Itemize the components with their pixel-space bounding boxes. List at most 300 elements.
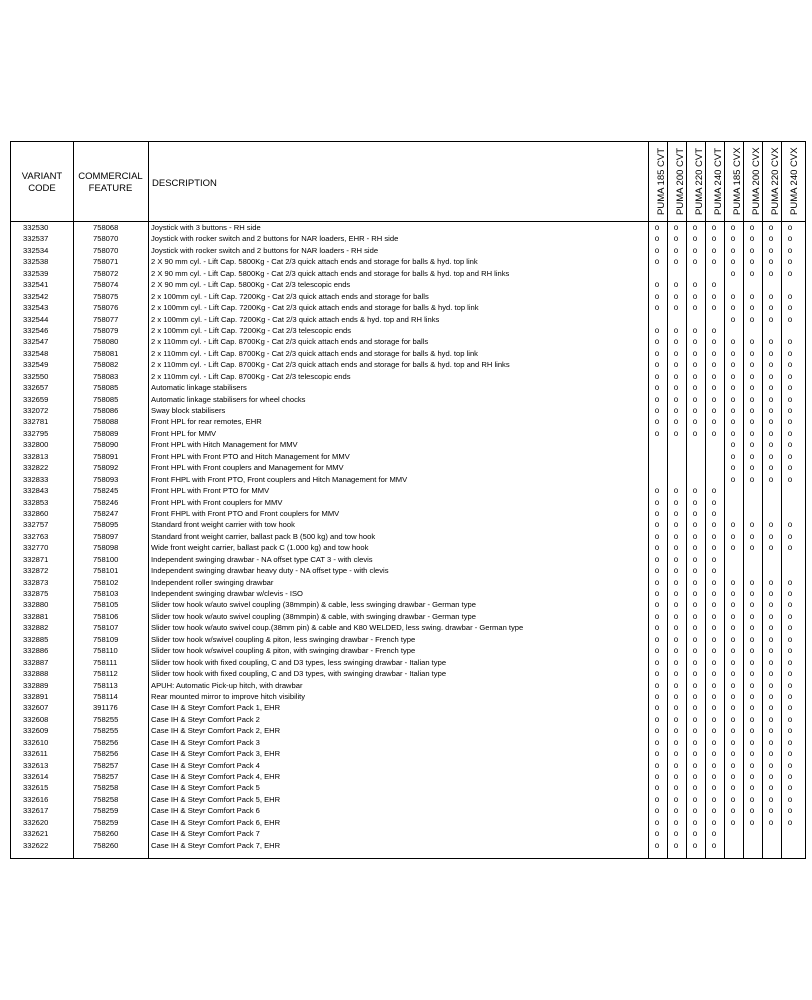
table-row <box>11 554 807 565</box>
availability-mark: o <box>692 406 698 415</box>
availability-mark: o <box>673 749 679 759</box>
availability-mark: o <box>787 474 793 484</box>
availability-mark: o <box>673 691 679 701</box>
commercial-feature-cell: 758259 <box>93 817 119 827</box>
availability-mark: o <box>730 737 736 747</box>
availability-mark: o <box>673 669 679 679</box>
variant-code-cell: 332880 <box>23 600 49 610</box>
variant-code-cell: 332853 <box>23 497 49 507</box>
availability-mark: o <box>692 611 698 621</box>
availability-mark: o <box>711 303 717 313</box>
availability-mark: o <box>654 520 660 530</box>
commercial-feature-cell: 758093 <box>93 474 119 484</box>
model-header <box>667 143 685 227</box>
availability-mark: o <box>654 691 660 701</box>
availability-mark: o <box>730 314 736 324</box>
availability-mark: o <box>711 691 717 701</box>
availability-mark: o <box>711 611 717 621</box>
availability-mark: o <box>654 634 660 644</box>
table-row <box>11 702 807 713</box>
availability-mark: o <box>654 737 660 747</box>
model-header <box>705 143 723 227</box>
availability-mark: o <box>749 806 755 816</box>
availability-mark: o <box>730 303 736 313</box>
availability-mark: o <box>749 234 755 244</box>
commercial-feature-cell: 758085 <box>93 394 119 404</box>
commercial-feature-cell: 758071 <box>93 257 119 267</box>
variant-code-cell: 332539 <box>23 268 49 278</box>
availability-mark: o <box>654 291 660 301</box>
availability-mark: o <box>673 257 679 267</box>
availability-mark: o <box>749 680 755 690</box>
availability-mark: o <box>692 726 698 736</box>
availability-mark: o <box>749 223 755 232</box>
commercial-feature-cell: 758106 <box>93 611 119 621</box>
description-cell: Case IH & Steyr Comfort Pack 4 <box>151 760 260 770</box>
availability-mark: o <box>787 394 793 404</box>
availability-mark: o <box>730 417 736 427</box>
variant-code-cell: 332888 <box>23 669 49 679</box>
description-cell: Automatic linkage stabilisers for wheel chocks <box>151 394 306 404</box>
availability-mark: o <box>692 691 698 701</box>
variant-code-cell: 332875 <box>23 589 49 598</box>
commercial-feature-cell: 758074 <box>93 280 119 290</box>
variant-code-cell: 332659 <box>23 394 49 404</box>
description-cell: Standard front weight carrier, ballast pack B (500 kg) and tow hook <box>151 531 376 541</box>
availability-mark: o <box>787 691 793 701</box>
availability-mark: o <box>673 520 679 530</box>
availability-mark: o <box>787 657 793 667</box>
commercial-feature-cell: 758107 <box>93 623 119 633</box>
availability-mark: o <box>711 566 717 576</box>
description-cell: Slider tow hook w/swivel coupling & piton, less swinging drawbar - French type <box>151 634 416 644</box>
model-header <box>781 143 799 227</box>
availability-mark: o <box>711 783 717 793</box>
description-cell: Case IH & Steyr Comfort Pack 4, EHR <box>151 772 281 781</box>
variant-code-cell: 332770 <box>23 543 49 553</box>
availability-mark: o <box>730 714 736 724</box>
table-row <box>11 439 807 450</box>
table-row <box>11 840 807 851</box>
availability-mark: o <box>749 337 755 347</box>
variant-code-cell: 332886 <box>23 646 49 656</box>
availability-mark: o <box>673 840 679 850</box>
availability-mark: o <box>787 623 793 633</box>
description-cell: Case IH & Steyr Comfort Pack 5, EHR <box>151 794 281 804</box>
availability-mark: o <box>654 760 660 770</box>
model-header-label: PUMA 200 CVX <box>751 147 762 215</box>
commercial-feature-cell: 758255 <box>93 714 119 724</box>
availability-mark: o <box>787 268 793 278</box>
availability-mark: o <box>654 360 660 370</box>
table-row <box>11 531 807 542</box>
availability-mark: o <box>768 223 774 232</box>
availability-mark: o <box>692 703 698 713</box>
table-row <box>11 634 807 645</box>
availability-mark: o <box>673 783 679 793</box>
availability-mark: o <box>673 245 679 255</box>
availability-mark: o <box>673 703 679 713</box>
description-cell: Case IH & Steyr Comfort Pack 3 <box>151 737 260 747</box>
description-cell: Front HPL with Front couplers for MMV <box>151 497 283 507</box>
availability-mark: o <box>749 589 755 598</box>
description-cell: Slider tow hook w/auto swivel coup.(38mm pin) & cable and K80 WELDED, less swing. drawbar - German type <box>151 623 524 633</box>
availability-mark: o <box>692 280 698 290</box>
availability-mark: o <box>730 634 736 644</box>
description-cell: Case IH & Steyr Comfort Pack 2, EHR <box>151 726 281 736</box>
availability-mark: o <box>730 691 736 701</box>
availability-mark: o <box>730 440 736 450</box>
table-row <box>11 748 807 759</box>
availability-mark: o <box>787 428 793 438</box>
description-cell: Joystick with rocker switch and 2 buttons for NAR loaders, EHR - RH side <box>151 234 399 244</box>
variant-code-cell: 332795 <box>23 428 49 438</box>
availability-mark: o <box>711 417 717 427</box>
availability-mark: o <box>673 794 679 804</box>
availability-mark: o <box>749 646 755 656</box>
variant-code-cell: 332871 <box>23 554 49 564</box>
model-header-label: PUMA 240 CVT <box>713 147 724 215</box>
commercial-feature-cell: 758247 <box>93 508 119 518</box>
availability-mark: o <box>654 325 660 335</box>
description-cell: 2 X 90 mm cyl. - Lift Cap. 5800Kg - Cat 2/3 telescopic ends <box>151 280 351 290</box>
description-cell: Case IH & Steyr Comfort Pack 6 <box>151 806 260 816</box>
availability-mark: o <box>673 554 679 564</box>
availability-mark: o <box>730 657 736 667</box>
availability-mark: o <box>711 749 717 759</box>
commercial-feature-cell: 758076 <box>93 303 119 313</box>
availability-mark: o <box>711 840 717 850</box>
availability-mark: o <box>730 749 736 759</box>
commercial-feature-cell: 758103 <box>93 589 119 598</box>
availability-mark: o <box>768 772 774 781</box>
variant-code-cell: 332800 <box>23 440 49 450</box>
availability-mark: o <box>730 291 736 301</box>
availability-mark: o <box>730 703 736 713</box>
availability-mark: o <box>787 531 793 541</box>
availability-mark: o <box>692 417 698 427</box>
availability-mark: o <box>749 794 755 804</box>
availability-mark: o <box>692 360 698 370</box>
availability-mark: o <box>768 726 774 736</box>
table-row <box>11 336 807 347</box>
availability-mark: o <box>654 589 660 598</box>
table-body <box>11 222 807 851</box>
availability-mark: o <box>692 669 698 679</box>
variant-code-cell: 332616 <box>23 794 49 804</box>
availability-mark: o <box>749 406 755 415</box>
availability-mark: o <box>768 611 774 621</box>
availability-mark: o <box>787 234 793 244</box>
availability-mark: o <box>730 234 736 244</box>
availability-mark: o <box>673 680 679 690</box>
availability-mark: o <box>673 303 679 313</box>
availability-mark: o <box>673 760 679 770</box>
availability-mark: o <box>768 291 774 301</box>
availability-mark: o <box>654 280 660 290</box>
variant-code-cell: 332537 <box>23 234 49 244</box>
description-cell: Joystick with 3 buttons - RH side <box>151 223 261 232</box>
availability-mark: o <box>787 669 793 679</box>
availability-mark: o <box>787 634 793 644</box>
availability-mark: o <box>711 543 717 553</box>
availability-mark: o <box>692 291 698 301</box>
description-cell: Independent swinging drawbar - NA offset type CAT 3 - with clevis <box>151 554 373 564</box>
commercial-feature-cell: 758255 <box>93 726 119 736</box>
description-cell: Front HPL with Front PTO for MMV <box>151 486 270 496</box>
availability-mark: o <box>654 337 660 347</box>
table-row <box>11 371 807 382</box>
description-cell: Case IH & Steyr Comfort Pack 2 <box>151 714 260 724</box>
availability-mark: o <box>749 623 755 633</box>
availability-mark: o <box>654 417 660 427</box>
availability-mark: o <box>787 646 793 656</box>
description-cell: Front HPL with Front PTO and Hitch Management for MMV <box>151 451 350 461</box>
availability-mark: o <box>692 737 698 747</box>
availability-mark: o <box>673 234 679 244</box>
availability-mark: o <box>768 749 774 759</box>
table-row <box>11 428 807 439</box>
availability-mark: o <box>768 451 774 461</box>
availability-mark: o <box>787 348 793 358</box>
variant-code-cell: 332617 <box>23 806 49 816</box>
description-cell: Case IH & Steyr Comfort Pack 6, EHR <box>151 817 281 827</box>
availability-mark: o <box>654 406 660 415</box>
variant-code-cell: 332887 <box>23 657 49 667</box>
availability-mark: o <box>711 760 717 770</box>
availability-mark: o <box>730 463 736 473</box>
availability-mark: o <box>787 451 793 461</box>
availability-mark: o <box>787 737 793 747</box>
commercial-feature-cell: 758080 <box>93 337 119 347</box>
table-row <box>11 256 807 267</box>
availability-mark: o <box>749 577 755 587</box>
availability-mark: o <box>787 600 793 610</box>
availability-mark: o <box>654 783 660 793</box>
availability-mark: o <box>711 257 717 267</box>
availability-mark: o <box>692 303 698 313</box>
header-variant-code: VARIANT CODE <box>21 171 63 194</box>
availability-mark: o <box>749 543 755 553</box>
description-cell: Sway block stabilisers <box>151 406 226 415</box>
commercial-feature-cell: 758257 <box>93 772 119 781</box>
availability-mark: o <box>711 348 717 358</box>
commercial-feature-cell: 758070 <box>93 234 119 244</box>
availability-mark: o <box>787 360 793 370</box>
table-row <box>11 416 807 427</box>
description-cell: Front FHPL with Front PTO and Front couplers for MMV <box>151 508 340 518</box>
availability-mark: o <box>787 611 793 621</box>
description-cell: 2 x 110mm cyl. - Lift Cap. 8700Kg - Cat 2/3 quick attach ends and storage for balls & hyd. top and RH links <box>151 360 510 370</box>
availability-mark: o <box>768 646 774 656</box>
availability-mark: o <box>673 646 679 656</box>
description-cell: Case IH & Steyr Comfort Pack 5 <box>151 783 260 793</box>
availability-mark: o <box>692 497 698 507</box>
table-row <box>11 348 807 359</box>
availability-mark: o <box>673 577 679 587</box>
variant-code-cell: 332757 <box>23 520 49 530</box>
variant-code-cell: 332607 <box>23 703 49 713</box>
availability-mark: o <box>711 428 717 438</box>
variant-code-cell: 332549 <box>23 360 49 370</box>
availability-mark: o <box>768 428 774 438</box>
commercial-feature-cell: 758260 <box>93 829 119 839</box>
description-cell: Case IH & Steyr Comfort Pack 7 <box>151 829 260 839</box>
availability-mark: o <box>768 348 774 358</box>
table-row <box>11 805 807 816</box>
availability-mark: o <box>654 726 660 736</box>
availability-mark: o <box>673 428 679 438</box>
commercial-feature-cell: 758260 <box>93 840 119 850</box>
commercial-feature-cell: 758110 <box>93 646 118 656</box>
variant-code-cell: 332843 <box>23 486 49 496</box>
description-cell: 2 x 100mm cyl. - Lift Cap. 7200Kg - Cat 2/3 quick attach ends and storage for balls & hyd. top link <box>151 303 479 313</box>
availability-mark: o <box>654 348 660 358</box>
availability-mark: o <box>768 520 774 530</box>
availability-mark: o <box>730 772 736 781</box>
availability-mark: o <box>749 440 755 450</box>
commercial-feature-cell: 758079 <box>93 325 119 335</box>
availability-mark: o <box>711 337 717 347</box>
variant-code-cell: 332541 <box>23 280 49 290</box>
availability-mark: o <box>768 577 774 587</box>
availability-mark: o <box>711 486 717 496</box>
table-row <box>11 325 807 336</box>
availability-mark: o <box>749 463 755 473</box>
table-row <box>11 817 807 828</box>
availability-mark: o <box>692 772 698 781</box>
availability-mark: o <box>787 245 793 255</box>
commercial-feature-cell: 758246 <box>93 497 119 507</box>
variant-code-cell: 332538 <box>23 257 49 267</box>
availability-mark: o <box>749 417 755 427</box>
availability-mark: o <box>711 737 717 747</box>
availability-mark: o <box>711 772 717 781</box>
availability-mark: o <box>654 794 660 804</box>
availability-mark: o <box>749 268 755 278</box>
variant-code-cell: 332543 <box>23 303 49 313</box>
availability-mark: o <box>654 829 660 839</box>
commercial-feature-cell: 758070 <box>93 245 119 255</box>
availability-mark: o <box>768 623 774 633</box>
availability-mark: o <box>787 406 793 415</box>
availability-mark: o <box>692 657 698 667</box>
model-header-label: PUMA 200 CVT <box>675 147 686 215</box>
variant-code-cell: 332072 <box>23 406 49 415</box>
description-cell: Standard front weight carrier with tow hook <box>151 520 295 530</box>
availability-mark: o <box>730 406 736 415</box>
commercial-feature-cell: 758259 <box>93 806 119 816</box>
availability-mark: o <box>673 566 679 576</box>
availability-mark: o <box>768 463 774 473</box>
model-header-label: PUMA 220 CVT <box>694 147 705 215</box>
availability-mark: o <box>749 611 755 621</box>
availability-mark: o <box>692 223 698 232</box>
table-row <box>11 268 807 279</box>
availability-mark: o <box>673 223 679 232</box>
availability-mark: o <box>654 394 660 404</box>
availability-mark: o <box>730 760 736 770</box>
availability-mark: o <box>654 245 660 255</box>
availability-mark: o <box>654 600 660 610</box>
availability-mark: o <box>749 703 755 713</box>
availability-mark: o <box>692 760 698 770</box>
availability-mark: o <box>768 589 774 598</box>
availability-mark: o <box>692 714 698 724</box>
availability-mark: o <box>749 714 755 724</box>
description-cell: Slider tow hook w/auto swivel coupling (38mmpin) & cable, less swinging drawbar - German type <box>151 600 476 610</box>
availability-mark: o <box>692 749 698 759</box>
description-cell: 2 X 90 mm cyl. - Lift Cap. 5800Kg - Cat 2/3 quick attach ends and storage for balls & hyd. top link <box>151 257 478 267</box>
availability-mark: o <box>730 600 736 610</box>
availability-mark: o <box>749 383 755 393</box>
table-row <box>11 645 807 656</box>
availability-mark: o <box>730 337 736 347</box>
variant-code-cell: 332530 <box>23 223 49 232</box>
availability-mark: o <box>749 291 755 301</box>
header-description: DESCRIPTION <box>152 178 217 189</box>
variant-code-cell: 332620 <box>23 817 49 827</box>
commercial-feature-cell: 391176 <box>93 703 118 713</box>
variant-code-cell: 332550 <box>23 371 49 381</box>
availability-mark: o <box>730 348 736 358</box>
availability-mark: o <box>654 840 660 850</box>
availability-mark: o <box>692 348 698 358</box>
availability-mark: o <box>787 543 793 553</box>
availability-mark: o <box>787 772 793 781</box>
availability-mark: o <box>787 463 793 473</box>
availability-mark: o <box>711 234 717 244</box>
variant-code-cell: 332882 <box>23 623 49 633</box>
table-row <box>11 760 807 771</box>
availability-mark: o <box>787 817 793 827</box>
description-cell: Independent swinging drawbar heavy duty - NA offset type - with clevis <box>151 566 389 576</box>
availability-mark: o <box>787 714 793 724</box>
availability-mark: o <box>711 646 717 656</box>
availability-mark: o <box>673 806 679 816</box>
availability-mark: o <box>654 714 660 724</box>
commercial-feature-cell: 758068 <box>93 223 119 232</box>
availability-mark: o <box>749 348 755 358</box>
availability-mark: o <box>711 657 717 667</box>
table-row <box>11 714 807 725</box>
availability-mark: o <box>749 772 755 781</box>
availability-mark: o <box>711 669 717 679</box>
model-header <box>648 143 666 227</box>
availability-mark: o <box>749 371 755 381</box>
availability-mark: o <box>768 794 774 804</box>
availability-mark: o <box>787 783 793 793</box>
availability-mark: o <box>673 371 679 381</box>
availability-mark: o <box>749 760 755 770</box>
description-cell: Front HPL with Hitch Management for MMV <box>151 440 298 450</box>
availability-mark: o <box>692 520 698 530</box>
commercial-feature-cell: 758091 <box>93 451 119 461</box>
availability-mark: o <box>768 669 774 679</box>
description-cell: Slider tow hook with fixed coupling, C and D3 types, with swinging drawbar - Italian type <box>151 669 447 679</box>
availability-mark: o <box>692 234 698 244</box>
availability-mark: o <box>673 589 679 598</box>
description-cell: Independent swinging drawbar w/clevis - ISO <box>151 589 303 598</box>
table-row <box>11 485 807 496</box>
availability-mark: o <box>654 817 660 827</box>
availability-mark: o <box>673 325 679 335</box>
variant-code-cell: 332547 <box>23 337 49 347</box>
availability-mark: o <box>711 371 717 381</box>
availability-mark: o <box>711 589 717 598</box>
availability-mark: o <box>654 428 660 438</box>
availability-mark: o <box>730 383 736 393</box>
